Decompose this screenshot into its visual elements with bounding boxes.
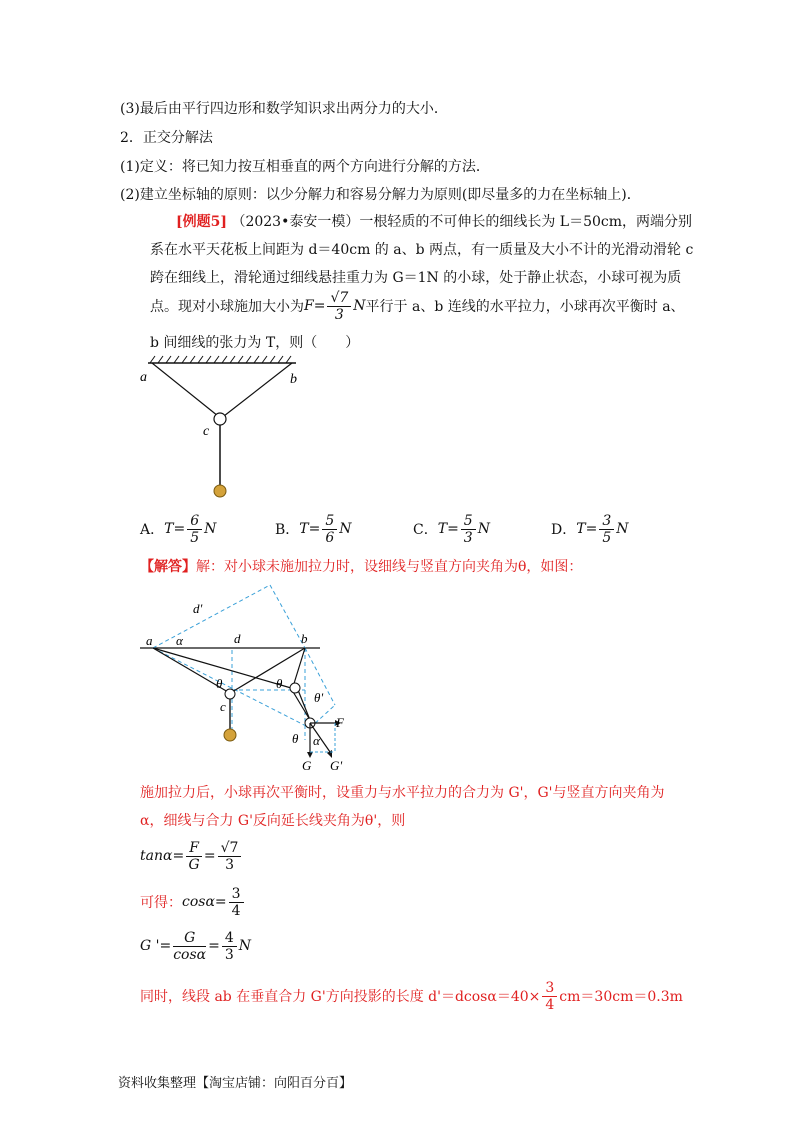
example-line-5: b 间细线的张力为 T，则（ ） xyxy=(150,335,360,351)
label-G: G xyxy=(302,758,312,773)
example-line-4: 点。现对小球施加大小为 F = $\frac{√7}{3}$ N 平行于 a、b 连线的水平拉力，小球再次平衡时 a、 xyxy=(150,289,685,323)
label-theta2: θ xyxy=(276,676,283,691)
label-theta1: θ xyxy=(216,676,223,691)
label-b2: b xyxy=(301,631,308,646)
footer-text: 资料收集整理【淘宝店铺：向阳百分百】 xyxy=(118,1076,353,1091)
option-a: A． T = $\frac{6}{5}$ N xyxy=(140,512,217,546)
pulley-c xyxy=(214,413,226,425)
section-heading-2: 2．正交分解法 xyxy=(120,130,213,146)
label-c: c xyxy=(203,424,210,439)
option-c: C． T = $\frac{5}{3}$ N xyxy=(413,512,490,546)
pulley-figure xyxy=(140,355,320,505)
label-Gprime: G' xyxy=(330,758,343,773)
equation-gprime: G ' = $\frac{G}{\cos\alpha}$ = $\frac{4}{3}$ N xyxy=(140,929,252,963)
label-a: a xyxy=(140,370,147,385)
equation-tan: tanα = $\frac{F}{G}$ = $\frac{√7}{3}$ xyxy=(140,836,243,876)
answer-para-2: α，细线与合力 G'反向延长线夹角为θ'，则 xyxy=(140,813,406,829)
label-theta3: θ xyxy=(292,731,299,746)
example-tag: [例题5] xyxy=(176,214,227,230)
example-text-4b: 平行于 a、b 连线的水平拉力，小球再次平衡时 a、 xyxy=(365,299,685,315)
ball xyxy=(214,485,226,497)
label-dprime: d' xyxy=(193,601,203,616)
string-left xyxy=(152,363,218,416)
ball-2 xyxy=(224,729,236,741)
answer-tag: 【解答】 xyxy=(140,559,196,575)
definition-line: (1)定义：将已知力按互相垂直的两个方向进行分解的方法． xyxy=(120,159,490,175)
label-F: F xyxy=(336,715,344,730)
label-a2: a xyxy=(146,633,153,648)
equation-cos: 可得： cosα = $\frac{3}{4}$ xyxy=(140,882,246,922)
label-thetaprime: θ' xyxy=(314,690,324,705)
label-b: b xyxy=(290,372,297,387)
label-alpha2: α xyxy=(313,733,320,748)
string-right xyxy=(224,363,292,416)
example-text-1: （2023•泰安一模）一根轻质的不可伸长的细线长为 L＝50cm，两端分别 xyxy=(231,214,693,230)
force-symbol: F xyxy=(304,298,314,314)
section-line-3: (3)最后由平行四边形和数学知识求出两分力的大小． xyxy=(120,101,448,117)
answer-para-1: 施加拉力后，小球再次平衡时，设重力与水平拉力的合力为 G'，G'与竖直方向夹角为 xyxy=(140,785,665,801)
label-d: d xyxy=(234,631,241,646)
label-alpha: α xyxy=(176,633,183,648)
answer-projection-line: 同时，线段 ab 在垂直合力 G'方向投影的长度 d'＝dcosα＝40× $\frac{3}{4}$ cm＝30cm＝0.3m xyxy=(140,979,683,1013)
ceiling-hatching xyxy=(150,356,291,363)
force-fraction: $\frac{√7}{3}$ xyxy=(327,290,351,323)
answer-intro: 【解答】解：对小球未施加拉力时，设细线与竖直方向夹角为θ，如图： xyxy=(140,559,583,575)
pulley-c2 xyxy=(225,689,235,699)
unit-N: N xyxy=(353,298,366,314)
principle-line: (2)建立坐标轴的原则：以少分解力和容易分解力为原则(即尽量多的力在坐标轴上)． xyxy=(120,187,641,203)
option-d: D． T = $\frac{3}{5}$ N xyxy=(551,512,629,546)
force-diagram xyxy=(140,580,370,775)
example-line-2: 系在水平天花板上间距为 d＝40cm 的 a、b 两点，有一质量及大小不计的光滑动滑轮 c xyxy=(150,242,694,258)
label-c2: c xyxy=(220,699,226,714)
pulley-shifted xyxy=(290,683,300,693)
option-b: B． T = $\frac{5}{6}$ N xyxy=(275,512,352,546)
example-text-4a: 点。现对小球施加大小为 xyxy=(150,299,304,315)
example-line-3: 跨在细线上，滑轮通过细线悬挂重力为 G＝1N 的小球，处于静止状态，小球可视为质 xyxy=(150,270,682,286)
example-line-1 xyxy=(176,211,692,231)
